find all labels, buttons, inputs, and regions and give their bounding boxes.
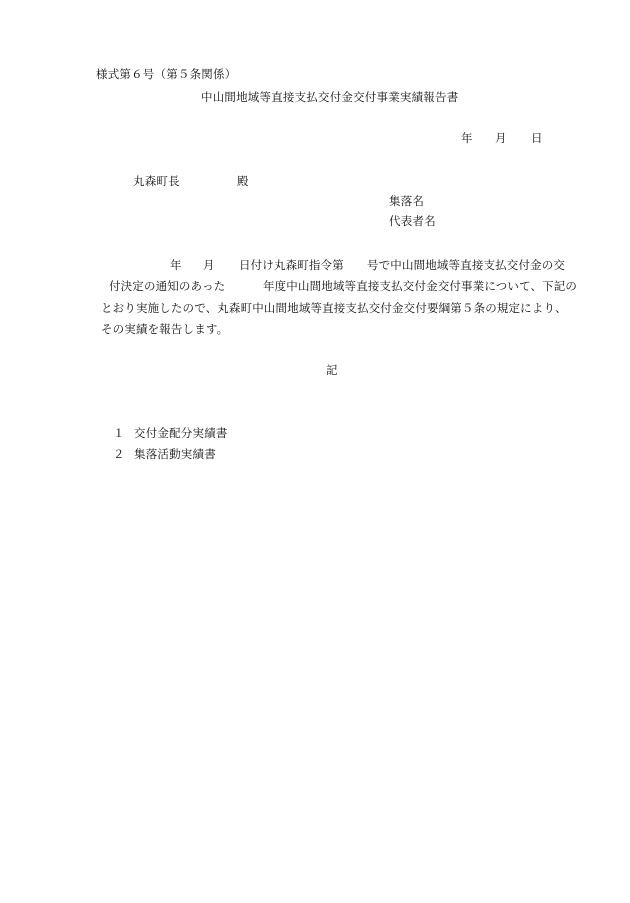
- document-title: 中山間地域等直接支払交付金交付事業実績報告書: [201, 90, 459, 104]
- date-month-label: 月: [495, 131, 507, 145]
- date-year-label: 年: [461, 131, 473, 145]
- attachment-number: １: [113, 426, 125, 440]
- body-line-2-text-1: 付決定の通知のあった: [109, 279, 226, 293]
- ki-heading: 記: [326, 363, 338, 377]
- addressee-honorific: 殿: [237, 174, 249, 188]
- attachment-number: ２: [113, 447, 125, 461]
- body-line-4: その実績を報告します。: [101, 322, 229, 336]
- body-month-label: 月: [203, 258, 215, 272]
- body-line-2-text-2: 年度中山間地域等直接支払交付金交付事業について、下記の: [263, 279, 578, 293]
- attachment-label: 交付金配分実績書: [134, 426, 228, 440]
- body-year-label: 年: [170, 258, 182, 272]
- body-line-3: とおり実施したので、丸森町中山間地域等直接支払交付金交付要綱第５条の規定により、: [101, 301, 567, 315]
- form-number: 様式第６号（第５条関係）: [96, 67, 237, 81]
- representative-name-label: 代表者名: [389, 214, 436, 228]
- body-line-1-text: 号で中山間地域等直接支払交付金の交: [367, 258, 566, 272]
- attachment-label: 集落活動実績書: [134, 447, 216, 461]
- body-dated-by: 日付け丸森町指令第: [239, 258, 344, 272]
- community-name-label: 集落名: [389, 194, 425, 208]
- date-day-label: 日: [531, 131, 543, 145]
- addressee-mayor: 丸森町長: [133, 174, 180, 188]
